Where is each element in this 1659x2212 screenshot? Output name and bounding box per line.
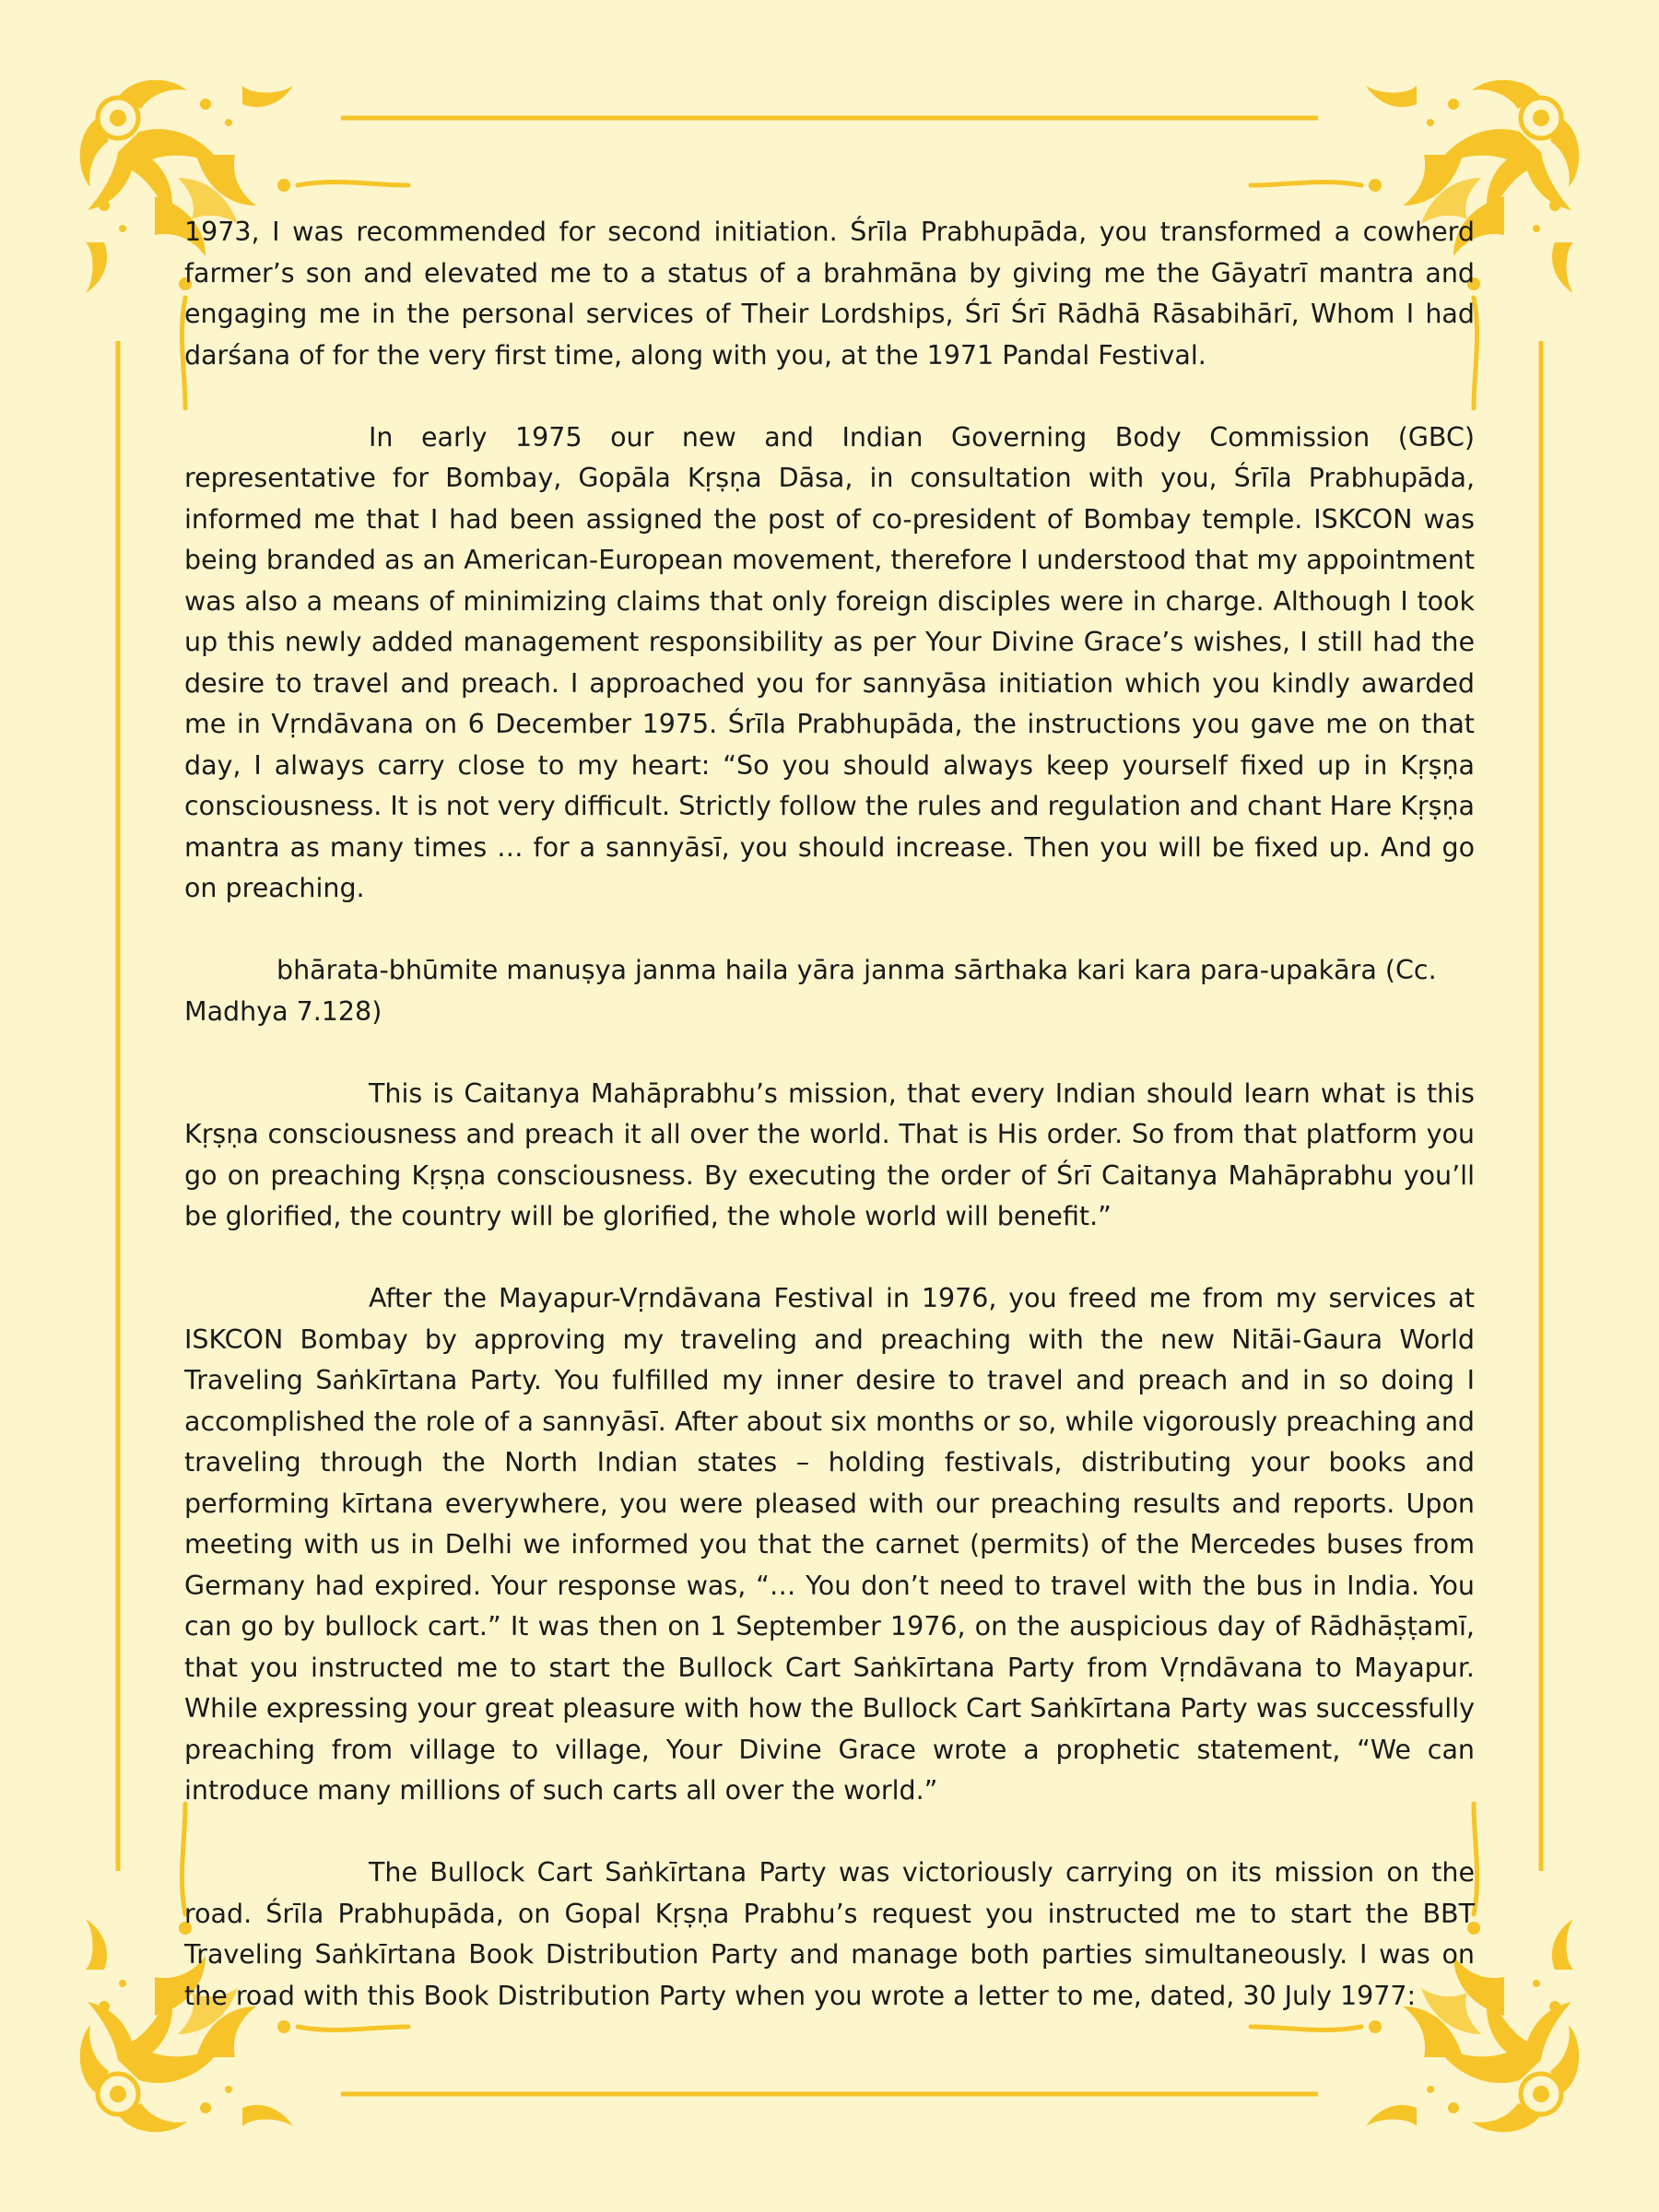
paragraph-book-distribution: The Bullock Cart Saṅkīrtana Party was victoriously carrying on its mission on the road. Śrīla Prabhupāda, on Gopal Kṛṣṇa Prabhu’s request you instructed me to start the BBT Traveling Saṅkīrtana Book Distribution Party and manage both parties simultaneously. I was on the road with this Book Distribution Party when you wrote a letter to me, dated, 30 July 1977: [184, 1857, 1475, 2011]
paragraph-bullock-cart: After the Mayapur-Vṛndāvana Festival in 1976, you freed me from my services at ISKCON Bombay by approving my traveling and preaching with the new Nitāi-Gaura World Traveling Saṅkīrtana Party. You fulfilled my inner desire to travel and preach and in so doing I accomplished the role of a sannyāsī. After about six months or so, while vigorously preaching and traveling through the North Indian states – holding festivals, distributing your books and performing kīrtana everywhere, you were pleased with our preaching results and reports. Upon meeting with us in Delhi we informed you that the carnet (permits) of the Mercedes buses from Germany had expired. Your response was, “… You don’t need to travel with the bus in India. You can go by bullock cart.” It was then on 1 September 1976, on the auspicious day of Rādhāṣṭamī, that you instructed me to start the Bullock Cart Saṅkīrtana Party from Vṛndāvana to Mayapur. While expressing your great pleasure with how the Bullock Cart Saṅkīrtana Party was successfully preaching from village to village, Your Divine Grace wrote a prophetic statement, “We can introduce many millions of such carts all over the world.” [184, 1283, 1475, 1806]
paragraph-sannyasa: In early 1975 our new and Indian Governing Body Commission (GBC) representative for Bombay, Gopāla Kṛṣṇa Dāsa, in consultation with you, Śrīla Prabhupāda, informed me that I had been assigned the post of co-president of Bombay temple. ISKCON was being branded as an American-European movement, therefore I understood that my appointment was also a means of minimizing claims that only foreign disciples were in charge. Although I took up this newly added management responsibility as per Your Divine Grace’s wishes, I still had the desire to travel and preach. I approached you for sannyāsa initiation which you kindly awarded me in Vṛndāvana on 6 December 1975. Śrīla Prabhupāda, the instructions you gave me on that day, I always carry close to my heart: “So you should always keep yourself fixed up in Kṛṣṇa consciousness. It is not very difficult. Strictly follow the rules and regulation and chant Hare Kṛṣṇa mantra as many times … for a sannyāsī, you should increase. Then you will be fixed up. And go on preaching. [184, 421, 1475, 903]
body-text [184, 212, 1475, 2017]
paragraph-mission: This is Caitanya Mahāprabhu’s mission, that every Indian should learn what is this Kṛṣṇa consciousness and preach it all over the world. That is His order. So from that platform you go on preaching Kṛṣṇa consciousness. By executing the order of Śrī Caitanya Mahāprabhu you’ll be glorified, the country will be glorified, the whole world will benefit.” [184, 1077, 1475, 1231]
verse-quote: bhārata-bhūmite manuṣya janma haila yāra janma sārthaka kari kara para-upakāra (Cc. Madhya 7.128) [184, 955, 1437, 1027]
paragraph-initiation: 1973, I was recommended for second initiation. Śrīla Prabhupāda, you transformed a cowherd farmer’s son and elevated me to a status of a brahmāna by giving me the Gāyatrī mantra and engaging me in the personal services of Their Lordships, Śrī Śrī Rādhā Rāsabihārī, Whom I had darśana of for the very first time, along with you, at the 1971 Pandal Festival. [184, 217, 1475, 371]
